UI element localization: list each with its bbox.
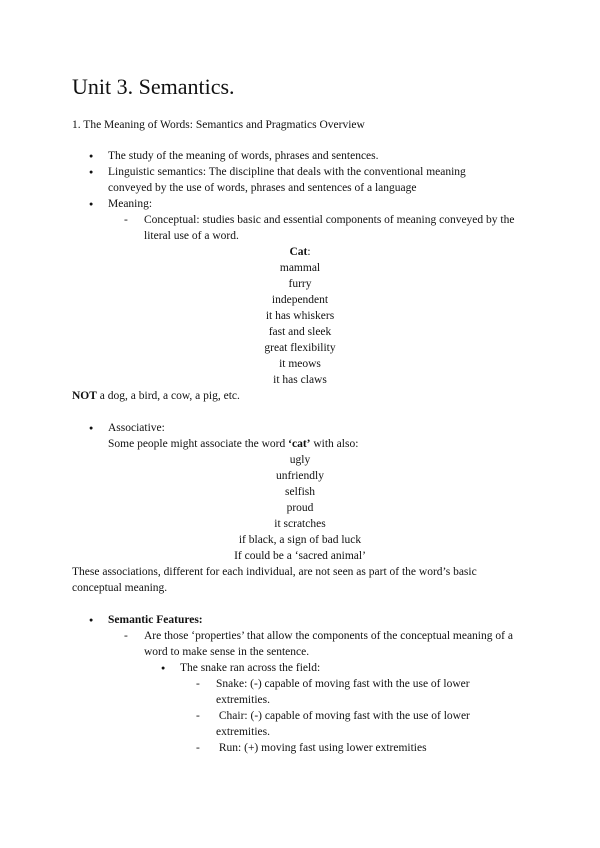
cat-feature: mammal [279,262,321,274]
not-label: NOT [72,390,97,402]
bullet-linguistic-semantics: ● Linguistic semantics: The discipline that deals with the conventional meaning conveyed by the use of words, phrases and sentences of a language [108,164,508,196]
associative-intro [108,436,358,452]
cat-feature: it meows [279,358,321,370]
conceptual-definition: - Conceptual: studies basic and essential components of meaning conveyed by the literal use of a word. [144,212,524,244]
feature-item: - Chair: (-) capable of moving fast with the use of lower extremities. [216,708,516,740]
association-item: ugly [289,454,311,466]
cat-feature: it has claws [273,374,327,386]
not-examples [72,388,240,404]
cat-colon: : [307,246,311,258]
association-item: selfish [284,486,316,498]
example-sentence: ● The snake ran across the field: [180,660,320,676]
cat-feature: great flexibility [264,342,336,354]
cat-feature: fast and sleek [268,326,332,338]
not-rest: a dog, a bird, a cow, a pig, etc. [96,390,240,402]
association-item: If could be a ‘sacred animal’ [234,550,366,562]
bullet-study-of-meaning: ● The study of the meaning of words, phrases and sentences. [108,148,379,164]
feature-item: - Snake: (-) capable of moving fast with the use of lower extremities. [216,676,516,708]
association-item: it scratches [274,518,326,530]
semantic-features-definition: - Are those ‘properties’ that allow the components of the conceptual meaning of a word to make sense in the sentence. [144,628,534,660]
cat-feature: furry [288,278,312,290]
bullet-associative: ● Associative: [108,420,165,436]
cat-heading [0,244,600,260]
association-item: if black, a sign of bad luck [238,534,362,546]
associative-word: ‘cat’ [288,438,311,450]
section-heading: 1. The Meaning of Words: Semantics and Pragmatics Overview [72,119,365,131]
associations-note: These associations, different for each individual, are not seen as part of the word’s basic conceptual meaning. [72,566,477,594]
associative-intro-text: with also: [310,438,359,450]
bullet-meaning: ● Meaning: [108,196,152,212]
cat-feature: independent [271,294,329,306]
cat-feature: it has whiskers [265,310,335,322]
feature-item: - Run: (+) moving fast using lower extremities [216,740,427,756]
association-item: proud [286,502,314,514]
bullet-semantic-features: ● Semantic Features: [108,612,203,628]
associative-intro-text: Some people might associate the word [108,438,289,450]
association-item: unfriendly [276,470,324,482]
page-title: Unit 3. Semantics. [72,74,235,99]
cat-label: Cat [289,246,308,258]
